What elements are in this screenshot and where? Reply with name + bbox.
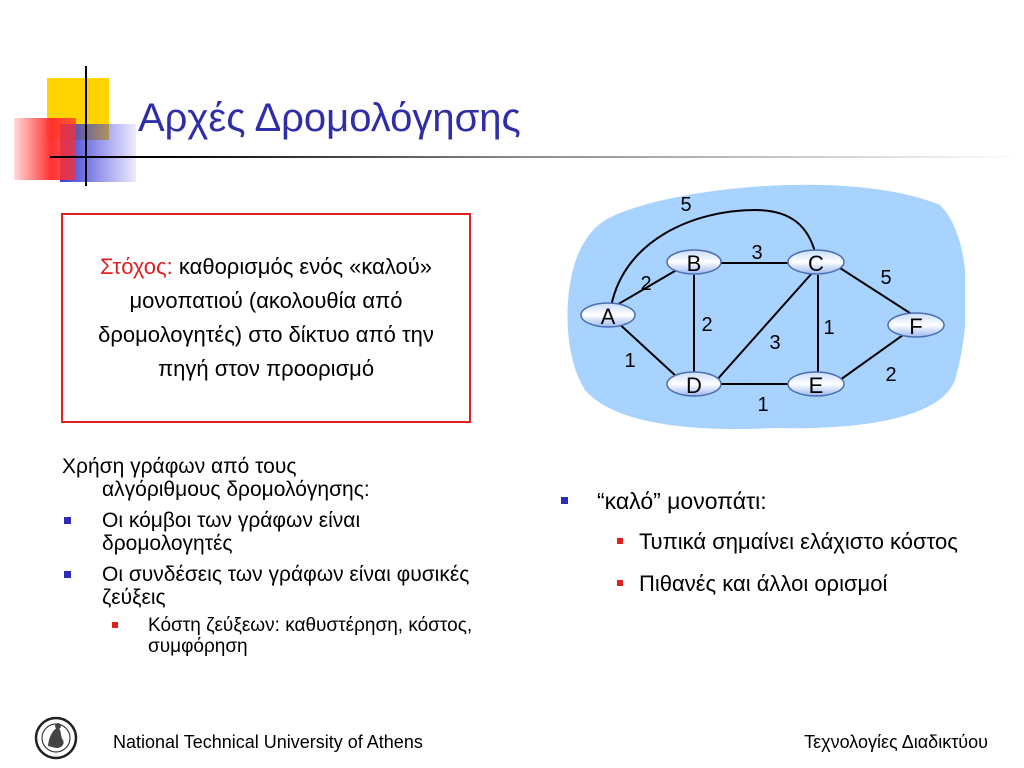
bullet-square-icon (64, 571, 71, 578)
intro-line-2: αλγόριθμους δρομολόγησης: (102, 478, 370, 501)
node-label-E: E (808, 373, 824, 398)
weight-B-D: 2 (701, 314, 713, 336)
bullet-square-icon (112, 622, 118, 628)
bullet-text: Οι συνδέσεις των γράφων είναι φυσικές ζεύξεις (102, 563, 470, 609)
node-label-A: A (600, 304, 616, 329)
list-item (555, 487, 995, 515)
red-square (14, 118, 76, 180)
weight-D-E: 1 (757, 394, 769, 416)
sub-bullet-text: Πιθανές και άλλοι ορισμοί (639, 571, 888, 596)
intro-text (62, 455, 482, 501)
weight-C-F: 5 (880, 267, 892, 289)
slide-title: Αρχές Δρομολόγησης (138, 96, 521, 140)
node-label-C: C (808, 251, 824, 276)
footer-course: Τεχνολογίες Διαδικτύου (804, 732, 988, 752)
university-logo (34, 716, 78, 760)
title-divider (88, 156, 1024, 158)
bullet-square-icon (561, 497, 568, 504)
goal-text-block (73, 250, 459, 386)
sub-list-item (555, 527, 995, 557)
weight-A-D: 1 (624, 350, 636, 372)
network-graph (555, 180, 965, 435)
weight-B-C: 3 (751, 242, 763, 264)
weight-C-E: 1 (823, 317, 835, 339)
weight-D-C: 3 (769, 332, 781, 354)
bullet-square-icon (617, 580, 623, 586)
weight-E-F: 2 (885, 364, 897, 386)
node-label-D: D (686, 373, 702, 398)
weight-A-C: 5 (680, 194, 692, 216)
weight-A-B: 2 (640, 273, 652, 295)
corner-decoration (0, 60, 140, 190)
goal-label: Στόχος: (99, 254, 173, 279)
footer-university: National Technical University of Athens (113, 732, 423, 752)
sub-bullet-text: Κόστη ζεύξεων: καθυστέρηση, κόστος, συμφόρηση (148, 615, 473, 657)
node-label-B: B (686, 251, 702, 276)
list-item (62, 509, 482, 555)
list-item (62, 563, 482, 609)
bullet-text: Οι κόμβοι των γράφων είναι δρομολογητές (102, 509, 361, 555)
bullet-text: “καλό” μονοπάτι: (597, 488, 767, 514)
bullet-square-icon (64, 517, 71, 524)
sub-list-item (62, 615, 482, 657)
sub-list-item (555, 569, 995, 599)
node-label-F: F (909, 314, 923, 339)
intro-line-1: Χρήση γράφων από τους (62, 455, 297, 478)
goal-text: καθορισμός ενός «καλού» μονοπατιού (ακολουθία από δρομολογητές) στο δίκτυο από την πηγή στον προορισμό (98, 254, 434, 381)
sub-bullet-text: Τυπικά σημαίνει ελάχιστο κόστος (639, 529, 958, 554)
left-text-block (62, 455, 482, 657)
bullet-square-icon (617, 538, 623, 544)
goal-box (61, 213, 471, 423)
right-text-block (555, 487, 995, 599)
